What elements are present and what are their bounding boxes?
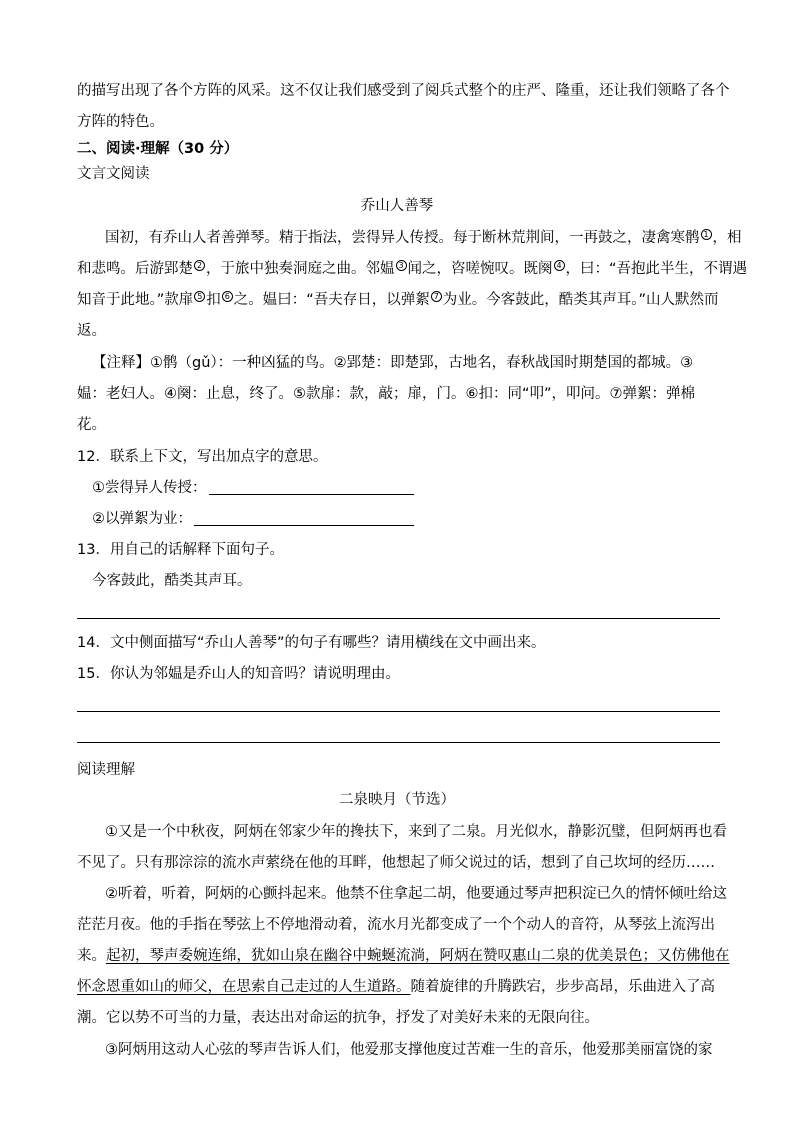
question-13-sentence: 今客鼓此，酷类其声耳。 bbox=[92, 573, 252, 589]
subsection-reading: 阅读理解 bbox=[77, 762, 135, 778]
question-12a bbox=[92, 478, 414, 498]
text-span: ，相 bbox=[712, 230, 742, 246]
question-12: 12．联系上下文，写出加点字的意思。 bbox=[77, 449, 328, 465]
subsection-classical: 文言文阅读 bbox=[77, 166, 150, 182]
question-15: 15．你认为邻媪是乔山人的知音吗？请说明理由。 bbox=[77, 666, 400, 682]
passage1-line-4: 返。 bbox=[77, 323, 106, 339]
question-14: 14．文中侧面描写“乔山人善琴”的句子有哪些？请用横线在文中画出来。 bbox=[77, 635, 546, 651]
passage2-p2-line-4 bbox=[77, 977, 715, 997]
answer-line[interactable] bbox=[77, 618, 720, 619]
notes-line-2: 媪：老妇人。④阕：止息，终了。⑤款扉：款，敲；扉，门。⑥扣：同“叩”，叩问。⑦弹絮：弹棉 bbox=[77, 386, 696, 402]
answer-line[interactable] bbox=[77, 742, 720, 743]
text-span: 闻之，咨嗟惋叹。既阕 bbox=[407, 261, 553, 277]
passage-title-1: 乔山人善琴 bbox=[360, 198, 434, 214]
footnote-marker: 1 bbox=[701, 229, 712, 240]
section-heading: 二、阅读·理解（30 分） bbox=[77, 141, 239, 157]
footnote-marker: 4 bbox=[554, 260, 565, 271]
underlined-text: 怀念恩重如山的师父，在思索自己走过的人生道路。 bbox=[77, 979, 411, 995]
passage2-p1-line-2: 不见了。只有那淙淙的流水声萦绕在他的耳畔，他想起了师父说过的话，想到了自己坎坷的经历…… bbox=[77, 855, 715, 871]
passage1-line-3 bbox=[77, 290, 719, 310]
text-span: ，曰：“吾抱此半生，不谓遇 bbox=[565, 261, 748, 277]
passage2-p2-line-1: ②听着，听着，阿炳的心颤抖起来。他禁不住拿起二胡，他要通过琴声把积淀已久的情怀倾吐给这 bbox=[105, 886, 727, 902]
intro-line-1: 的描写出现了各个方阵的风采。这不仅让我们感受到了阅兵式整个的庄严、隆重，还让我们领略了各个 bbox=[77, 83, 730, 99]
text-span: 随着旋律的升腾跌宕，步步高昂，乐曲进入了高 bbox=[410, 979, 715, 995]
question-12b bbox=[92, 509, 414, 529]
passage2-p1-line-1: ①又是一个中秋夜，阿炳在邻家少年的搀扶下，来到了二泉。月光似水，静影沉璧，但阿炳再也看 bbox=[105, 824, 727, 840]
passage1-line-1 bbox=[105, 228, 742, 248]
passage2-p2-line-5: 潮。它以势不可当的力量，表达出对命运的抗争，抒发了对美好未来的无限向往。 bbox=[77, 1010, 599, 1026]
text-span: ①尝得异人传授： bbox=[92, 480, 207, 496]
answer-line[interactable] bbox=[77, 711, 720, 712]
passage2-p2-line-3 bbox=[77, 946, 730, 966]
text-span: 和悲鸣。后游郢楚 bbox=[77, 261, 193, 277]
text-span: ②以弹絮为业： bbox=[92, 511, 192, 527]
answer-blank[interactable] bbox=[209, 478, 414, 495]
question-13: 13．用自己的话解释下面句子。 bbox=[77, 542, 284, 558]
footnote-marker: 7 bbox=[431, 291, 442, 302]
text-span: 扣 bbox=[206, 292, 221, 308]
notes-line-1: 【注释】①鹘（gǔ）：一种凶猛的鸟。②郢楚：即楚郢，古地名，春秋战国时期楚国的都城。③ bbox=[92, 355, 694, 371]
footnote-marker: 2 bbox=[194, 260, 205, 271]
underlined-text: 起初，琴声委婉连绵，犹如山泉在幽谷中蜿蜒流淌，阿炳在赞叹惠山二泉的优美景色；又仿佛他在 bbox=[106, 948, 730, 964]
text-span: ，于旅中独奏洞庭之曲。邻媪 bbox=[206, 261, 395, 277]
text-span: 来。 bbox=[77, 948, 106, 964]
footnote-marker: 5 bbox=[194, 291, 205, 302]
footnote-marker: 6 bbox=[222, 291, 233, 302]
text-span: 为业。今客鼓此，酷类其声耳。”山人默然而 bbox=[442, 292, 719, 308]
passage2-p3-line-1: ③阿炳用这动人心弦的琴声告诉人们，他爱那支撑他度过苦难一生的音乐，他爱那美丽富饶的家 bbox=[105, 1042, 713, 1058]
text-span: 国初，有乔山人者善弹琴。精于指法，尝得异人传授。每于断林荒荆间，一再鼓之，凄禽寒鹘 bbox=[105, 230, 700, 246]
passage-title-2: 二泉映月（节选） bbox=[339, 792, 455, 808]
footnote-marker: 3 bbox=[396, 260, 407, 271]
passage1-line-2 bbox=[77, 259, 747, 279]
passage2-p2-line-2: 茫茫月夜。他的手指在琴弦上不停地滑动着，流水月光都变成了一个个动人的音符，从琴弦上流泻出 bbox=[77, 917, 715, 933]
answer-blank[interactable] bbox=[194, 509, 414, 526]
text-span: 知音于此地。”款扉 bbox=[77, 292, 194, 308]
text-span: 之。媪曰：“吾夫存日，以弹絮 bbox=[233, 292, 430, 308]
notes-line-3: 花。 bbox=[77, 417, 106, 433]
intro-line-2: 方阵的特色。 bbox=[77, 114, 164, 130]
